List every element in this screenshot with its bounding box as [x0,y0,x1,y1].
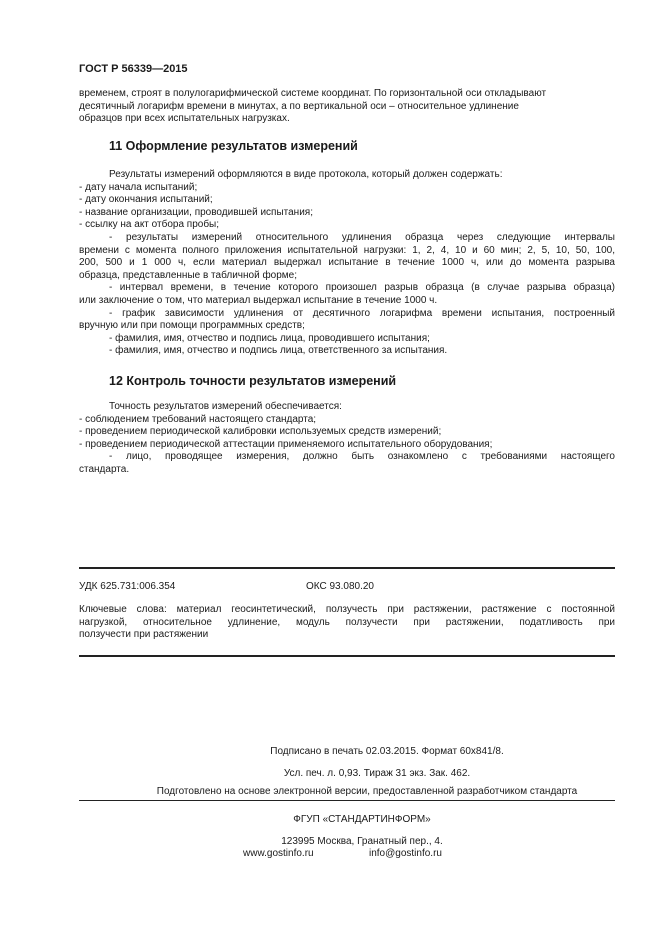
list-item: - проведением периодической аттестации применяемого испытательного оборудования; [79,438,493,450]
section-12-title: 12 Контроль точности результатов измерений [109,374,397,388]
divider-middle [79,655,615,657]
text-line: Точность результатов измерений обеспечивается: [109,401,342,412]
section-11-body [79,169,615,358]
list-item: - название организации, проводившей испытания; [79,206,313,218]
list-item: - фамилия, имя, отчество и подпись лица, проводившего испытания; [109,332,430,344]
text-line: десятичный логарифм времени в минутах, а по вертикальной оси – относительное удлинение [79,100,519,112]
text-line: образцов при всех испытательных нагрузках. [79,113,290,125]
list-item: - результаты измерений относительного удлинения образца через следующие интервалы [109,231,615,243]
imprint-signed: Подписано в печать 02.03.2015. Формат 60x841/8. [270,746,504,757]
text-line: образца, представленные в табличной форме; [79,269,298,281]
text-line: ползучести при растяжении [79,629,209,641]
text-line: временем, строят в полулогарифмической системе координат. По горизонтальной оси откладывают [79,88,547,99]
list-item: - соблюдением требований настоящего стандарта; [79,413,317,425]
imprint-print-details: Усл. печ. л. 0,93. Тираж 31 экз. Зак. 462. [283,768,471,779]
text-line: или заключение о том, что материал выдержал испытание в течение 1000 ч. [79,294,438,306]
oks-code: ОКС 93.080.20 [306,581,374,592]
imprint-prepared: Подготовлено на основе электронной версии, предоставленной разработчиком стандарта [156,786,578,797]
text-line: Результаты измерений оформляются в виде протокола, который должен содержать: [109,169,503,180]
section-11-title: 11 Оформление результатов измерений [109,139,358,153]
publisher-name: ФГУП «СТАНДАРТИНФОРМ» [293,814,431,825]
list-item: - ссылку на акт отбора пробы; [79,219,220,231]
list-item: - лицо, проводящее измерения, должно быть ознакомлено с требованиями настоящего [109,451,615,463]
section-12-body [79,401,615,477]
text-line: стандарта. [79,463,130,475]
list-item: - проведением периодической калибровки используемых средств измерений; [79,426,442,438]
text-line: Ключевые слова: материал геосинтетический, ползучесть при растяжении, растяжение с постоянной [79,604,615,615]
list-item: - дату начала испытаний; [79,181,198,193]
intro-paragraph [79,88,615,126]
text-line: 200, 500 и 1 000 ч, если материал выдержал испытание в течение 1000 ч, или до момента разрыва [79,257,615,269]
text-line: вручную или при помощи программных средств; [79,320,305,332]
keywords-paragraph [79,604,615,642]
divider-top [79,567,615,569]
text-line: времени с момента полного приложения испытательной нагрузки: 1, 2, 4, 10 и 60 мин; 2, 5, 10, 50, 100, [79,244,615,256]
list-item: - график зависимости удлинения от десятичного логарифма времени испытания, построенный [109,307,615,319]
text-line: нагрузкой, относительное удлинение, модуль ползучести при растяжении, податливость при [79,616,615,628]
publisher-website[interactable]: www.gostinfo.ru [243,848,314,859]
list-item: - интервал времени, в течение которого произошел разрыв образца (в случае разрыва образца) [109,282,615,294]
publisher-email[interactable]: info@gostinfo.ru [369,848,442,859]
list-item: - фамилия, имя, отчество и подпись лица, ответственного за испытания. [109,345,448,357]
list-item: - дату окончания испытаний; [79,194,213,206]
publisher-address: 123995 Москва, Гранатный пер., 4. [281,836,443,847]
page-header-title: ГОСТ Р 56339—2015 [79,63,188,75]
udk-code: УДК 625.731:006.354 [79,581,176,592]
divider-bottom [79,800,615,801]
